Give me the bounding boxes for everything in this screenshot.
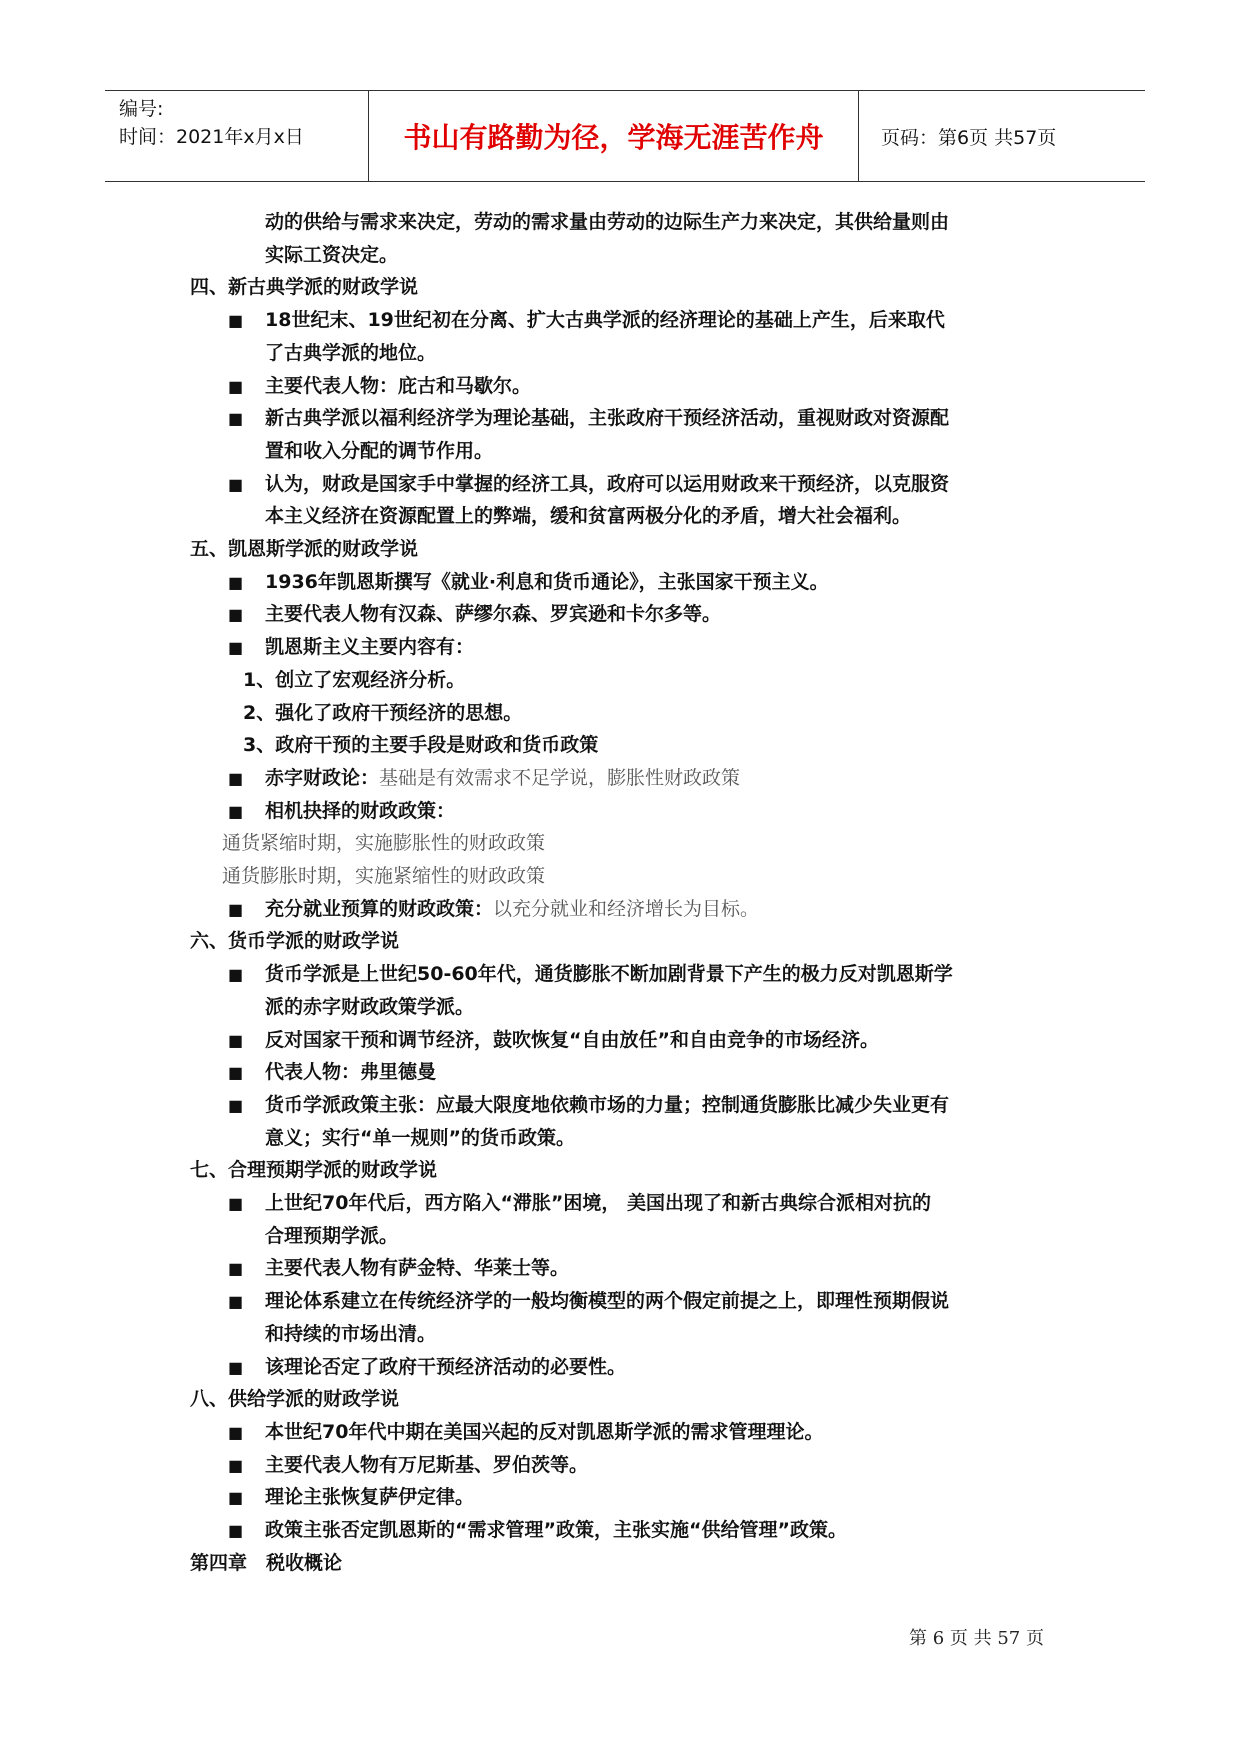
section-heading <box>190 1156 437 1184</box>
bullet-marker: ■ <box>228 638 244 658</box>
line-text-tail: 以充分就业和经济增长为目标。 <box>493 897 760 920</box>
header-page-label: 页码：第6页 共57页 <box>881 126 1057 149</box>
section-heading <box>190 1385 399 1413</box>
bullet-item <box>265 1058 436 1086</box>
bullet-item <box>265 895 759 923</box>
line-text: 2、强化了政府干预经济的思想。 <box>243 701 523 724</box>
bullet-marker: ■ <box>228 1063 244 1083</box>
line-text: 本主义经济在资源配置上的弊端，缓和贫富两极分化的矛盾，增大社会福利。 <box>265 505 912 528</box>
line-text: 上世纪70年代后，西方陷入“滞胀”困境， 美国出现了和新古典综合派相对抗的 <box>265 1192 932 1214</box>
line-text: 合理预期学派。 <box>265 1224 399 1247</box>
line-text: 主要代表人物有万尼斯基、罗伯茨等。 <box>265 1453 589 1476</box>
line-text: 代表人物：弗里德曼 <box>265 1061 437 1084</box>
text-line <box>265 1320 436 1348</box>
bullet-marker: ■ <box>228 572 244 592</box>
plain-text-line <box>222 829 545 857</box>
bullet-marker: ■ <box>228 1521 244 1540</box>
line-text: 了古典学派的地位。 <box>265 341 437 364</box>
bullet-item <box>265 797 455 825</box>
bullet-item <box>265 1483 474 1511</box>
line-text: 第四章 税收概论 <box>190 1551 343 1574</box>
document-header <box>105 90 1145 182</box>
line-text: 实际工资决定。 <box>265 243 399 266</box>
line-text: 货币学派是上世纪50-60年代，通货膨胀不断加剧背景下产生的极力反对凯恩斯学 <box>265 963 953 986</box>
bullet-marker: ■ <box>228 311 244 331</box>
bullet-item <box>265 633 474 661</box>
bullet-marker: ■ <box>228 1292 244 1312</box>
bullet-marker: ■ <box>228 1030 244 1050</box>
text-line <box>243 666 465 694</box>
line-text: 相机抉择的财政政策： <box>265 799 456 822</box>
bullet-marker: ■ <box>228 801 244 821</box>
line-text: 理论体系建立在传统经济学的一般均衡模型的两个假定前提之上，即理性预期假说 <box>265 1290 950 1313</box>
line-text: 3、政府干预的主要手段是财政和货币政策 <box>243 734 599 757</box>
bullet-marker: ■ <box>228 409 244 429</box>
bullet-item <box>265 1418 823 1446</box>
text-line <box>243 699 522 727</box>
plain-text-line <box>222 862 545 890</box>
line-text: 货币学派政策主张：应最大限度地依赖市场的力量；控制通货膨胀比减少失业更有 <box>265 1093 950 1116</box>
line-text: 和持续的市场出清。 <box>265 1322 437 1345</box>
line-text: 充分就业预算的财政政策： <box>265 897 494 920</box>
bullet-item <box>265 470 949 498</box>
line-text: 认为，财政是国家手中掌握的经济工具，政府可以运用财政来干预经济，以克服资 <box>265 472 950 495</box>
section-heading <box>190 535 418 563</box>
text-line <box>265 208 949 236</box>
header-motto: 书山有路勤为径，学海无涯苦作舟 <box>369 91 859 181</box>
bullet-marker: ■ <box>228 1259 244 1279</box>
line-text: 1936年凯恩斯撰写《就业·利息和货币通论》，主张国家干预主义。 <box>265 570 829 593</box>
serial-number-label: 编号: <box>119 98 164 120</box>
bullet-item <box>265 960 953 988</box>
bullet-item <box>265 1451 588 1479</box>
section-heading <box>190 927 399 955</box>
bullet-item <box>265 404 949 432</box>
bullet-marker: ■ <box>228 376 244 396</box>
line-text: 主要代表人物有萨金特、华莱士等。 <box>265 1257 570 1280</box>
line-text: 1、创立了宏观经济分析。 <box>243 668 466 691</box>
line-text: 主要代表人物有汉森、萨缪尔森、罗宾逊和卡尔多等。 <box>265 603 722 626</box>
text-line <box>265 993 474 1021</box>
line-text: 理论主张恢复萨伊定律。 <box>265 1486 475 1509</box>
line-text: 四、新古典学派的财政学说 <box>190 276 419 299</box>
bullet-marker: ■ <box>228 605 244 625</box>
bullet-marker: ■ <box>228 1488 244 1508</box>
line-text: 新古典学派以福利经济学为理论基础，主张政府干预经济活动，重视财政对资源配 <box>265 407 950 430</box>
bullet-item <box>265 1287 949 1315</box>
line-text-tail: 基础是有效需求不足学说，膨胀性财政政策 <box>379 766 741 789</box>
line-text: 18世纪末、19世纪初在分离、扩大古典学派的经济理论的基础上产生，后来取代 <box>265 309 945 332</box>
text-line <box>265 1222 398 1250</box>
text-line <box>265 502 911 530</box>
line-text: 动的供给与需求来决定，劳动的需求量由劳动的边际生产力来决定，其供给量则由 <box>265 211 950 233</box>
bullet-marker: ■ <box>228 474 244 494</box>
text-line <box>265 339 436 367</box>
text-line <box>265 437 493 465</box>
bullet-marker: ■ <box>228 965 244 985</box>
bullet-item <box>265 1189 931 1217</box>
bullet-item <box>265 372 531 400</box>
line-text: 通货膨胀时期，实施紧缩性的财政政策 <box>222 865 546 887</box>
bullet-marker: ■ <box>228 1194 244 1213</box>
bullet-item <box>265 1516 847 1544</box>
bullet-item <box>265 1091 949 1119</box>
section-heading <box>190 1549 342 1577</box>
line-text: 意义；实行“单一规则”的货币政策。 <box>265 1126 575 1149</box>
line-text: 政策主张否定凯恩斯的“需求管理”政策，主张实施“供给管理”政策。 <box>265 1519 847 1541</box>
bullet-marker: ■ <box>228 1357 244 1377</box>
bullet-item <box>265 764 740 792</box>
bullet-item <box>265 1353 626 1381</box>
bullet-marker: ■ <box>228 899 244 919</box>
line-text: 主要代表人物：庇古和马歇尔。 <box>265 374 532 397</box>
text-line <box>265 241 398 269</box>
line-text: 七、合理预期学派的财政学说 <box>190 1159 438 1182</box>
line-text: 本世纪70年代中期在美国兴起的反对凯恩斯学派的需求管理理论。 <box>265 1420 824 1443</box>
line-text: 六、货币学派的财政学说 <box>190 930 400 953</box>
bullet-marker: ■ <box>228 768 244 788</box>
bullet-marker: ■ <box>228 1455 244 1475</box>
text-line <box>265 1124 575 1152</box>
line-text: 该理论否定了政府干预经济活动的必要性。 <box>265 1355 627 1378</box>
bullet-item <box>265 568 829 596</box>
bullet-marker: ■ <box>228 1095 244 1115</box>
line-text: 派的赤字财政政策学派。 <box>265 995 475 1018</box>
line-text: 八、供给学派的财政学说 <box>190 1388 400 1411</box>
line-text: 通货紧缩时期，实施膨胀性的财政政策 <box>222 832 546 855</box>
line-text: 赤字财政论： <box>265 766 380 789</box>
bullet-item <box>265 1026 879 1054</box>
line-text: 凯恩斯主义主要内容有： <box>265 636 475 659</box>
bullet-item <box>265 306 945 334</box>
date-label: 时间：2021年x月x日 <box>119 126 304 148</box>
line-text: 五、凯恩斯学派的财政学说 <box>190 538 419 560</box>
header-meta-cell <box>105 91 369 181</box>
page-footer: 第 6 页 共 57 页 <box>909 1628 1044 1649</box>
line-text: 反对国家干预和调节经济，鼓吹恢复“自由放任”和自由竞争的市场经济。 <box>265 1028 879 1051</box>
section-heading <box>190 273 418 301</box>
line-text: 置和收入分配的调节作用。 <box>265 439 494 462</box>
text-line <box>243 731 598 759</box>
bullet-item <box>265 600 721 628</box>
bullet-marker: ■ <box>228 1422 244 1442</box>
bullet-item <box>265 1254 569 1282</box>
